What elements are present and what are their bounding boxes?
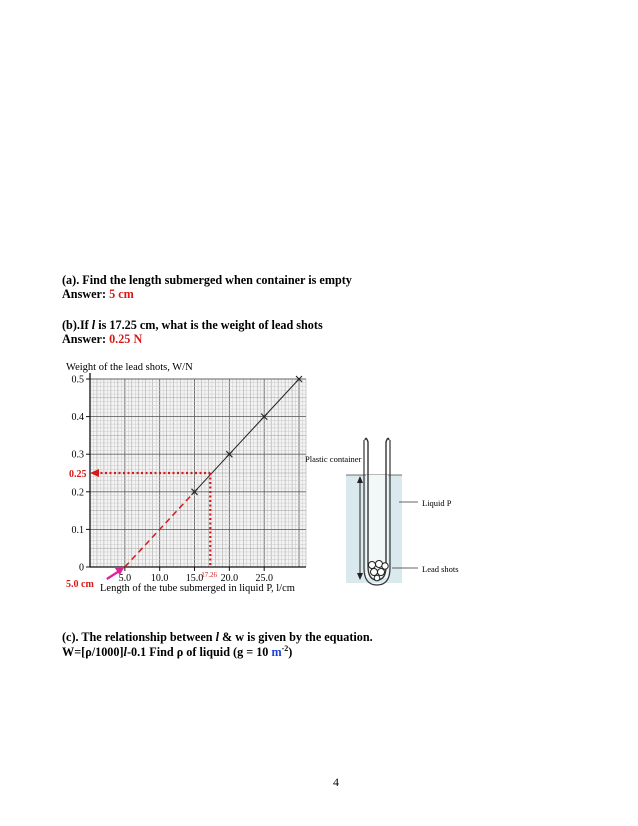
equation-close: ) <box>288 645 293 660</box>
question-c <box>62 630 373 645</box>
answer-label: Answer: <box>62 287 107 301</box>
x-tick-label: 25.0 <box>255 573 273 584</box>
answer-b <box>62 332 142 347</box>
y-tick-label: 0 <box>79 562 84 574</box>
question-b-suffix: is 17.25 cm, what is the weight of lead shots <box>95 318 323 332</box>
liquid-label: Liquid P <box>422 498 452 508</box>
question-a-text: (a). Find the length submerged when container is empty <box>62 273 352 287</box>
equation-exponent: -2 <box>281 644 289 653</box>
equation-part2: -0.1 Find ρ of liquid (g = 10 <box>126 645 272 660</box>
weight-length-graph <box>60 357 322 600</box>
x-axis-label: Length of the tube submerged in liquid P, l/cm <box>100 583 295 594</box>
answer-a-value: 5 cm <box>109 287 134 301</box>
question-b-var: l <box>91 318 96 332</box>
equation-part1: W=[ρ/1000] <box>62 645 124 660</box>
x-read-label: 17.26 <box>201 571 218 579</box>
x-intercept-label: 5.0 cm <box>66 579 94 590</box>
y-read-label: 0.25 <box>69 469 87 480</box>
apparatus-diagram <box>300 430 470 595</box>
x-tick-label: 15.0 <box>185 573 204 584</box>
lead-shots-label: Lead shots <box>422 564 459 574</box>
answer-b-value: 0.25 N <box>109 332 143 346</box>
answer-label: Answer: <box>62 332 107 346</box>
y-tick-label: 0.2 <box>71 487 84 499</box>
x-tick-label: 5.0 <box>118 573 132 584</box>
question-b <box>62 318 323 333</box>
question-c-var: l <box>215 630 219 644</box>
question-c-prefix: (c). The relationship between <box>62 630 216 644</box>
y-tick-label: 0.5 <box>71 374 84 386</box>
equation-line <box>62 644 292 660</box>
x-tick-label: 20.0 <box>220 573 239 584</box>
container-label: Plastic container <box>305 454 362 464</box>
answer-a <box>62 287 134 302</box>
y-tick-label: 0.3 <box>71 449 84 461</box>
y-axis-label: Weight of the lead shots, W/N <box>66 362 193 373</box>
question-a <box>62 273 352 288</box>
page-number: 4 <box>333 775 339 789</box>
x-tick-label: 10.0 <box>150 573 169 584</box>
y-tick-label: 0.1 <box>71 524 84 536</box>
equation-var: l <box>123 645 127 660</box>
graph-grid <box>90 379 306 567</box>
y-tick-label: 0.4 <box>71 412 84 424</box>
question-b-prefix: (b).If <box>62 318 92 332</box>
equation-unit: m <box>271 645 282 660</box>
question-c-suffix: & w is given by the equation. <box>218 630 373 644</box>
